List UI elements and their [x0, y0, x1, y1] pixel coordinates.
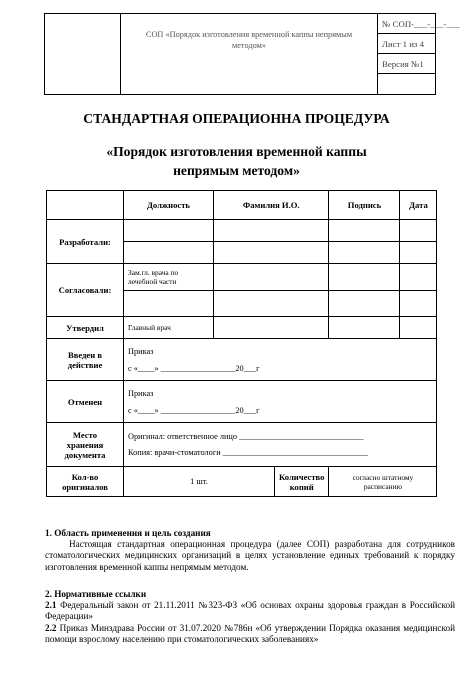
- table-cell: [214, 291, 329, 317]
- col-signature: Подпись: [329, 191, 400, 220]
- copies-value-line-1: согласно штатному: [352, 472, 414, 482]
- table-cell: [400, 291, 437, 317]
- storage-info: [124, 423, 437, 467]
- introduced-label: [47, 339, 124, 381]
- cancelled-label: Отменен: [47, 381, 124, 423]
- table-row: [47, 220, 437, 242]
- subtitle-line-2: непрямым методом»: [173, 163, 300, 178]
- sheet-number: Лист 1 из 4: [378, 34, 435, 54]
- table-row: [47, 467, 437, 497]
- reference-1-number: 2.1: [45, 600, 57, 611]
- copies-label: [275, 467, 329, 497]
- approval-table: [46, 190, 437, 497]
- reference-1: [45, 600, 455, 622]
- approved-label: Утвердил: [47, 317, 124, 339]
- agreed-position: Зам.гл. врача по лечебной части: [124, 264, 214, 291]
- document-header: [44, 13, 460, 95]
- table-cell: [329, 291, 400, 317]
- section-1: [45, 528, 455, 573]
- table-cell: [329, 317, 400, 339]
- table-cell: [124, 242, 214, 264]
- table-cell: [214, 264, 329, 291]
- order-label: Приказ: [128, 388, 154, 398]
- copies-value: [329, 467, 437, 497]
- header-title: СОП «Порядок изготовления временной каппы непрямым методом»: [121, 14, 378, 94]
- version-number: Версия №1: [378, 54, 435, 74]
- originals-value: 1 шт.: [124, 467, 275, 497]
- empty-cell: [47, 191, 124, 220]
- table-cell: [400, 220, 437, 242]
- copies-line-2: копий: [289, 481, 314, 492]
- table-cell: [329, 264, 400, 291]
- original-line: Оригинал: ответственное лицо ______________________________: [128, 432, 364, 441]
- table-cell: [214, 220, 329, 242]
- order-date-line: с «____» __________________20___г: [128, 363, 260, 373]
- header-meta: [378, 14, 460, 94]
- copies-value-line-2: расписанию: [363, 481, 403, 491]
- reference-1-text: Федеральный закон от 21.11.2011 №323-ФЗ «Об основах охраны здоровья граждан в Российской Федерации»: [45, 600, 455, 622]
- meta-empty: [378, 74, 435, 94]
- storage-label: [47, 423, 124, 467]
- table-cell: [214, 317, 329, 339]
- table-cell: [400, 242, 437, 264]
- table-row: [47, 339, 437, 381]
- table-header-row: [47, 191, 437, 220]
- storage-line-3: документа: [64, 449, 106, 460]
- introduced-order: [124, 339, 437, 381]
- table-cell: [124, 291, 214, 317]
- agreed-label: Согласовали:: [47, 264, 124, 317]
- table-cell: [329, 242, 400, 264]
- introduced-line-2: действие: [67, 359, 103, 370]
- table-cell: [400, 264, 437, 291]
- table-row: [47, 381, 437, 423]
- copies-line-1: Количество: [279, 471, 325, 482]
- reference-2-text: Приказ Минздрава России от 31.07.2020 №786н «Об утверждении Порядка оказания медицинской помощи взрослому населению при стоматологических заболеваниях»: [45, 622, 455, 644]
- table-row: [47, 317, 437, 339]
- reference-2-number: 2.2: [45, 622, 57, 633]
- table-cell: [124, 220, 214, 242]
- originals-line-1: Кол-во: [71, 471, 99, 482]
- col-date: Дата: [400, 191, 437, 220]
- col-name: Фамилия И.О.: [214, 191, 329, 220]
- developed-label: Разработали:: [47, 220, 124, 264]
- col-position: Должность: [124, 191, 214, 220]
- subtitle-line-1: «Порядок изготовления временной каппы: [106, 144, 367, 159]
- order-label: Приказ: [128, 346, 154, 356]
- storage-line-1: Место: [72, 429, 98, 440]
- table-row: [47, 264, 437, 291]
- table-cell: [329, 220, 400, 242]
- table-cell: [400, 317, 437, 339]
- table-cell: [214, 242, 329, 264]
- reference-2: [45, 623, 455, 645]
- introduced-line-1: Введен в: [68, 349, 102, 360]
- document-subtitle: [0, 142, 473, 180]
- originals-line-2: оригиналов: [62, 481, 108, 492]
- section-1-title: 1. Область применения и цель создания: [45, 528, 211, 538]
- logo-placeholder: [45, 14, 121, 94]
- cancelled-order: [124, 381, 437, 423]
- section-1-text: Настоящая стандартная операционная процедура (далее СОП) разработана для сотрудников стоматологических медицинских организаций в целях установление единых требований к порядку изготовления временной каппы непрямым методом.: [45, 539, 455, 572]
- document-title: СТАНДАРТНАЯ ОПЕРАЦИОННА ПРОЦЕДУРА: [83, 111, 390, 126]
- storage-line-2: хранения: [66, 439, 104, 450]
- order-date-line: с «____» __________________20___г: [128, 405, 260, 415]
- section-2-title: 2. Нормативные ссылки: [45, 589, 147, 599]
- section-2: [45, 589, 455, 645]
- approved-position: Главный врач: [124, 317, 214, 339]
- originals-label: [47, 467, 124, 497]
- copy-line: Копия: врачи-стоматологи ___________________________________: [128, 448, 368, 457]
- sop-number: № СОП-___-___-___: [378, 14, 435, 34]
- table-row: [47, 423, 437, 467]
